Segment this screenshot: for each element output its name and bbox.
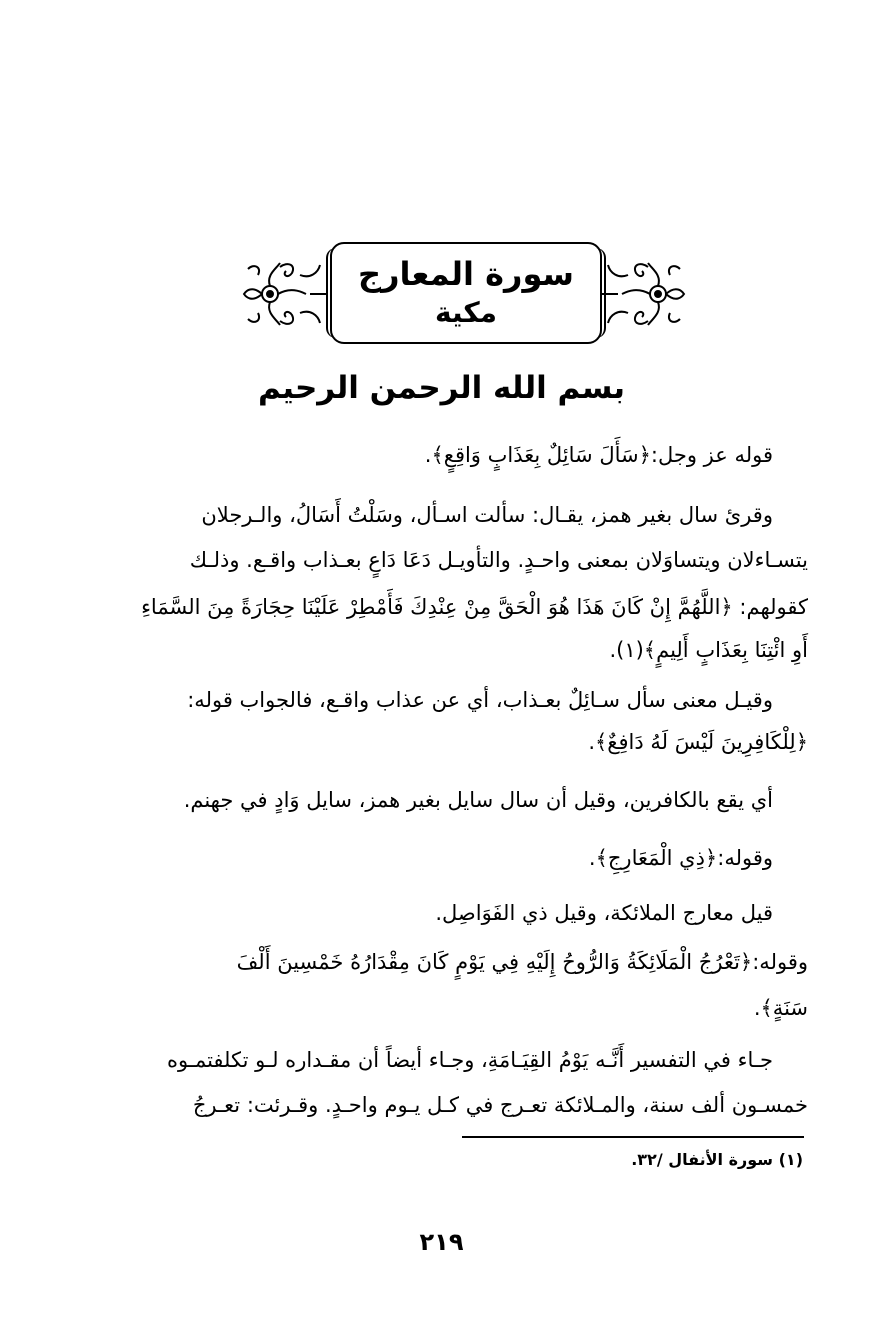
text-line: وقوله:﴿ذِي الْمَعَارِجِ﴾. [588,846,773,870]
text-line: قوله عز وجل:﴿سَأَلَ سَائِلٌ بِعَذَابٍ وَاقِعٍ﴾. [424,443,773,467]
surah-title: سورة المعارج [358,255,574,293]
basmala: بسم الله الرحمن الرحيم [257,370,626,406]
text-line: ﴿لِلْكَافِرِينَ لَيْسَ لَهُ دَافِعٌ﴾. [588,730,808,754]
text-line: سَنَةٍ﴾. [753,996,808,1020]
text-line: وقوله:﴿تَعْرُجُ الْمَلَائِكَةُ وَالرُّوحُ إِلَيْهِ فِي يَوْمٍ كَانَ مِقْدَارُهُ خَمْسِينَ أَلْفَ [236,950,808,974]
footnote: (١) سورة الأنفال /٣٢. [631,1150,803,1169]
text-line: وقرئ سال بغير همز، يقـال: سألت اسـأل، وسَلْتُ أَسَالُ، والـرجلان [201,503,773,527]
footnote-divider [462,1136,804,1138]
text-line: جـاء في التفسير أَنَّـه يَوْمُ القِيَـامَةِ، وجـاء أيضاً أن مقـداره لـو تكلفتمـوه [166,1048,773,1072]
text-line: كقولهم: ﴿اللَّهُمَّ إِنْ كَانَ هَذَا هُوَ الْحَقَّ مِنْ عِنْدِكَ فَأَمْطِرْ عَلَيْنَا حِجَارَةً مِنَ السَّمَاءِ [141,595,808,619]
text-line: خمسـون ألف سنة، والمـلائكة تعـرج في كـل يـوم واحـدٍ. وقـرئت: تعـرجُ [192,1093,808,1117]
surah-type: مكية [434,296,498,329]
text-line: أَوِ ائْتِنَا بِعَذَابٍ أَلِيمٍ﴾(١). [609,638,808,662]
text-line: وقيـل معنى سأل سـائِلٌ بعـذاب، أي عن عذاب واقـع، فالجواب قوله: [187,688,773,712]
surah-title-frame [330,242,602,344]
text-line: يتسـاءلان ويتساوَلان بمعنى واحـدٍ. والتأويـل دَعَا دَاعٍ بعـذاب واقـع. وذلـك [189,548,808,572]
floral-ornament-icon [600,255,688,333]
floral-ornament-icon [240,255,328,333]
page-number: ٢١٩ [419,1228,464,1256]
text-line: أي يقع بالكافرين، وقيل أن سال سايل بغير همز، سايل وَادٍ في جهنم. [183,788,773,812]
text-line: قيل معارج الملائكة، وقيل ذي الفَوَاصِل. [435,901,773,925]
